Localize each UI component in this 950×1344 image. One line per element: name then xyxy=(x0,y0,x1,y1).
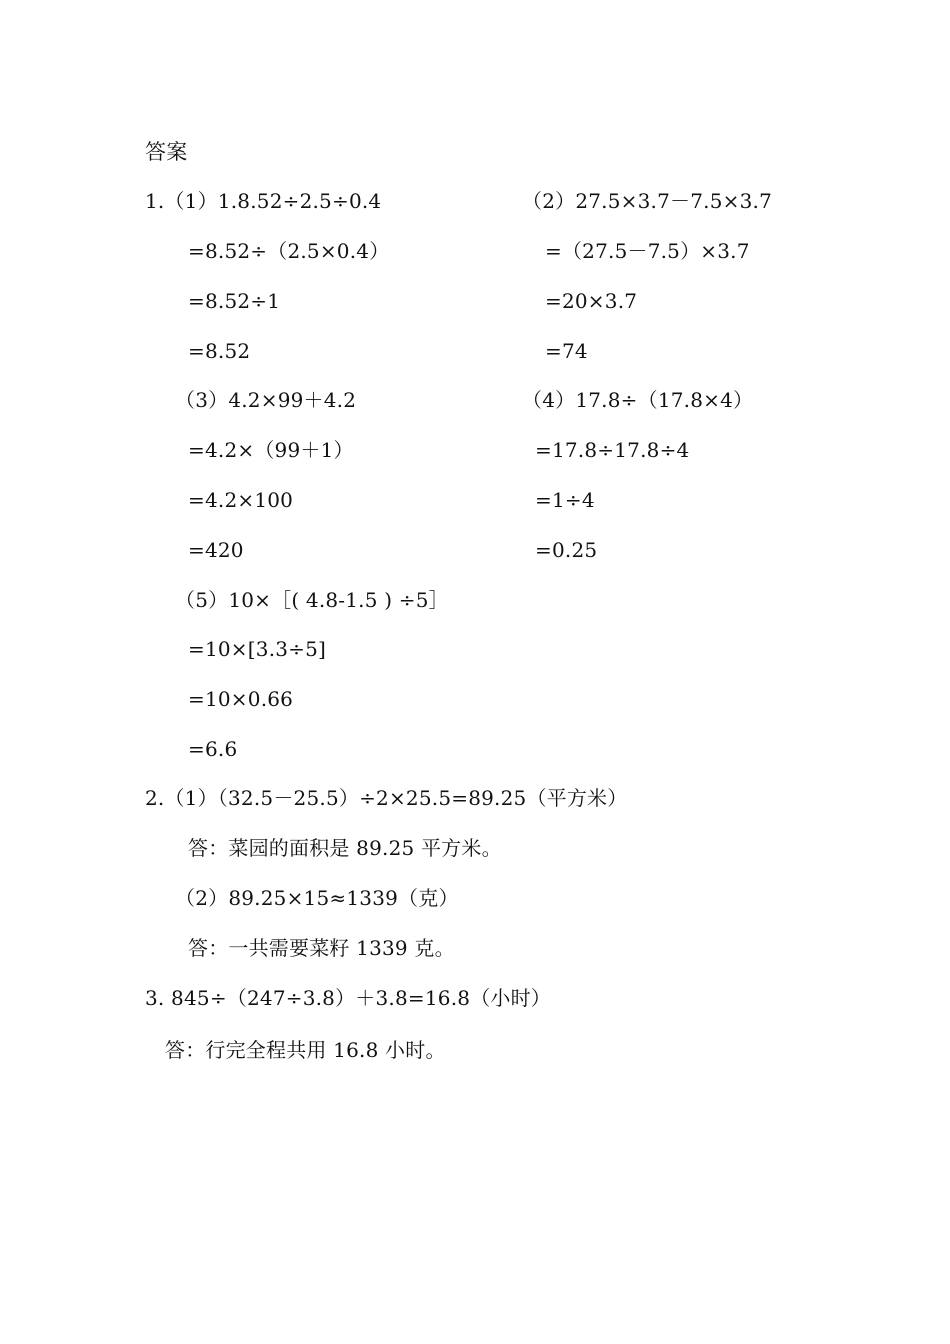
q3-equation: 3. 845÷（247÷3.8）＋3.8=16.8（小时） xyxy=(145,986,552,1010)
q1-part5-step2: =10×0.66 xyxy=(188,687,294,711)
q2-part2-equation: （2）89.25×15≈1339（克） xyxy=(175,886,459,910)
q1-part5-label: （5）10×［( 4.8-1.5 ) ÷5］ xyxy=(175,588,449,612)
q2-part1-answer: 答：菜园的面积是 89.25 平方米。 xyxy=(188,836,502,860)
q3-answer: 答：行完全程共用 16.8 小时。 xyxy=(165,1038,446,1062)
q1-part5-step1: =10×[3.3÷5] xyxy=(188,637,327,661)
q2-part2-answer: 答：一共需要菜籽 1339 克。 xyxy=(188,936,455,960)
q1-part4-step1: =17.8÷17.8÷4 xyxy=(535,438,690,462)
q1-part4-step2: =1÷4 xyxy=(535,488,595,512)
q1-part4-label: （4）17.8÷（17.8×4） xyxy=(522,388,754,412)
q1-part3-step1: =4.2×（99＋1） xyxy=(188,438,354,462)
page-heading: 答案 xyxy=(145,140,188,164)
q2-part1-equation: 2.（1）（32.5－25.5）÷2×25.5=89.25（平方米） xyxy=(145,786,628,810)
q1-part1-step1: =8.52÷（2.5×0.4） xyxy=(188,239,390,263)
q1-part2-label: （2）27.5×3.7－7.5×3.7 xyxy=(522,189,772,213)
q1-part1-step2: =8.52÷1 xyxy=(188,289,281,313)
q1-part2-step3: =74 xyxy=(545,339,588,363)
q1-part4-step3: =0.25 xyxy=(535,538,598,562)
q1-part2-step1: =（27.5－7.5）×3.7 xyxy=(545,239,750,263)
q1-part3-step2: =4.2×100 xyxy=(188,488,294,512)
q1-part1-label: 1.（1）1.8.52÷2.5÷0.4 xyxy=(145,189,382,213)
q1-part3-step3: =420 xyxy=(188,538,244,562)
q1-part3-label: （3）4.2×99＋4.2 xyxy=(175,388,357,412)
q1-part5-step3: =6.6 xyxy=(188,737,238,761)
q1-part1-step3: =8.52 xyxy=(188,339,251,363)
q1-part2-step2: =20×3.7 xyxy=(545,289,638,313)
